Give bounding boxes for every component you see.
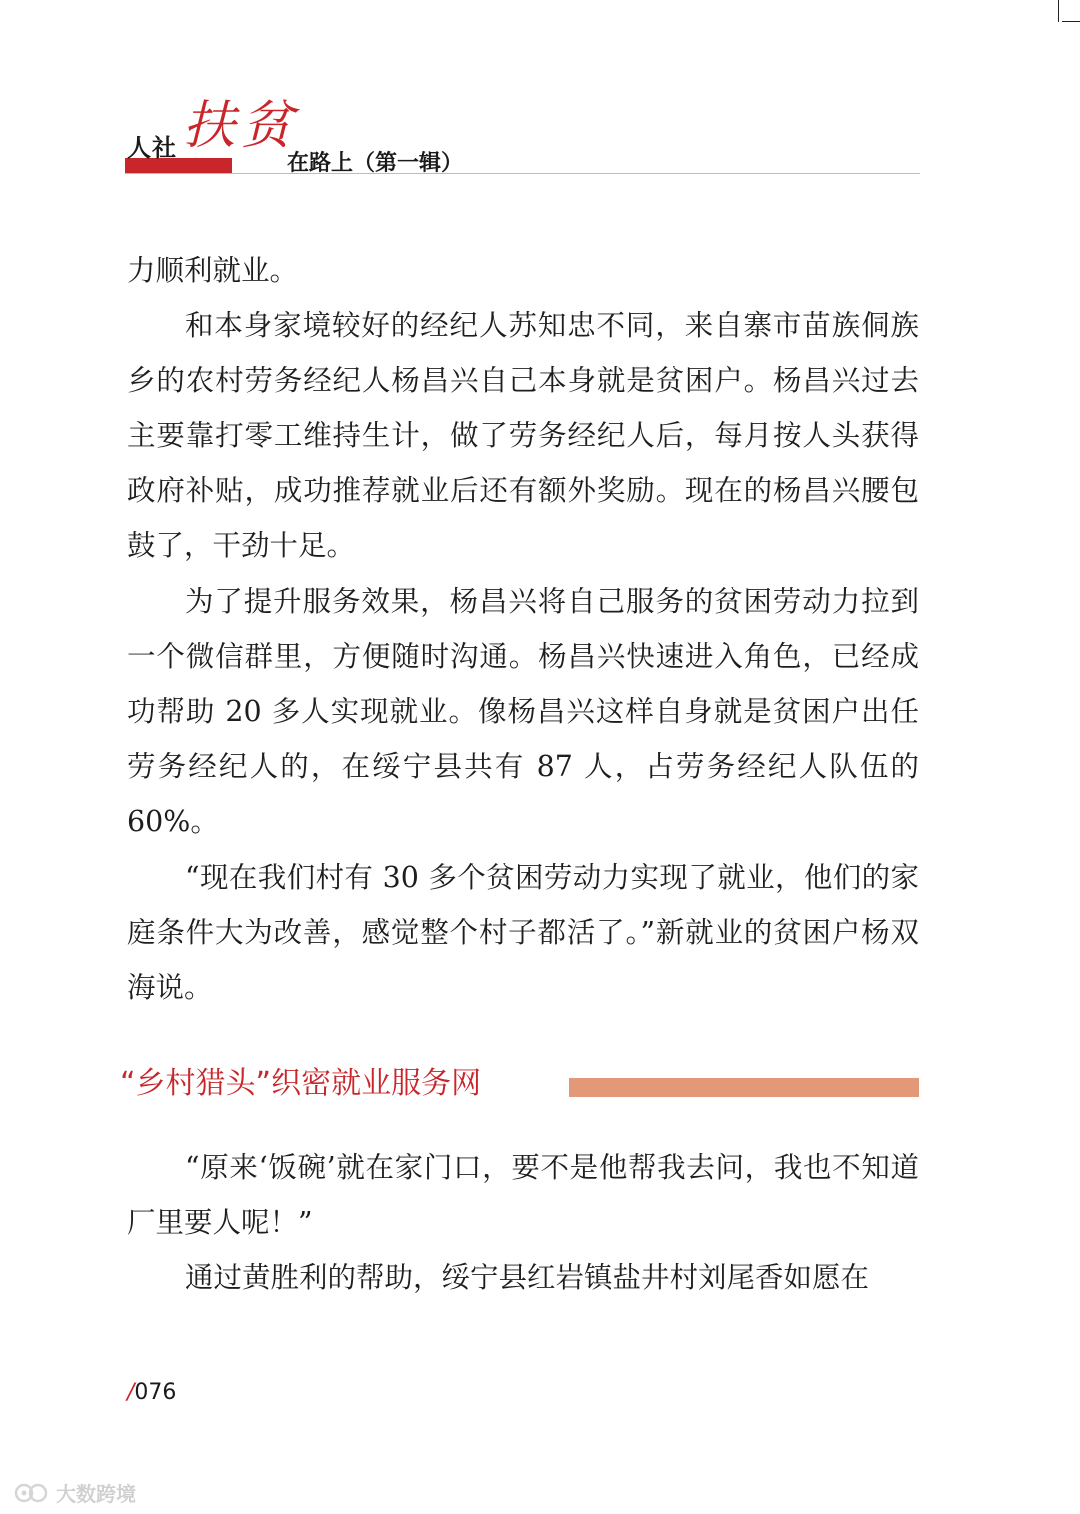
running-header — [125, 96, 920, 180]
paragraph: 为了提升服务效果，杨昌兴将自己服务的贫困劳动力拉到一个微信群里，方便随时沟通。杨昌兴快速进入角色，已经成功帮助 20 多人实现就业。像杨昌兴这样自身就是贫困户出任劳务经纪人的，在绥宁县共有 87 人，占劳务经纪人队伍的 60%。 — [127, 585, 919, 838]
paragraph: “原来‘饭碗’就在家门口，要不是他帮我去问，我也不知道厂里要人呢！” — [127, 1151, 919, 1239]
header-rule — [125, 173, 920, 174]
section-title: “乡村猎头”织密就业服务网 — [120, 1066, 482, 1101]
page-number-value: 076 — [134, 1380, 177, 1405]
watermark-logo-icon — [14, 1481, 52, 1505]
crop-mark — [1058, 0, 1059, 22]
crop-mark — [1062, 21, 1080, 22]
page-number — [127, 1380, 176, 1405]
paragraph: 通过黄胜利的帮助，绥宁县红岩镇盐井村刘尾香如愿在 — [185, 1261, 870, 1294]
page-number-slash: / — [127, 1380, 135, 1405]
paragraph: 和本身家境较好的经纪人苏知忠不同，来自寨市苗族侗族乡的农村劳务经纪人杨昌兴自己本身就是贫困户。杨昌兴过去主要靠打零工维持生计，做了劳务经纪人后，每月按人头获得政府补贴，成功推荐就业后还有额外奖励。现在的杨昌兴腰包鼓了，干劲十足。 — [127, 309, 919, 562]
watermark-text: 大数跨境 — [56, 1482, 136, 1506]
paragraph: “现在我们村有 30 多个贫困劳动力实现了就业，他们的家庭条件大为改善，感觉整个村子都活了。”新就业的贫困户杨双海说。 — [127, 861, 919, 1004]
header-calligraphy-title: 扶贫 — [183, 96, 300, 156]
paragraph: 力顺利就业。 — [127, 254, 299, 287]
section-title-bar — [569, 1078, 919, 1097]
header-prefix: 人社 — [127, 134, 177, 162]
watermark — [14, 1478, 136, 1507]
section-heading — [120, 1058, 920, 1108]
header-suffix: 在路上（第一辑） — [287, 151, 464, 176]
